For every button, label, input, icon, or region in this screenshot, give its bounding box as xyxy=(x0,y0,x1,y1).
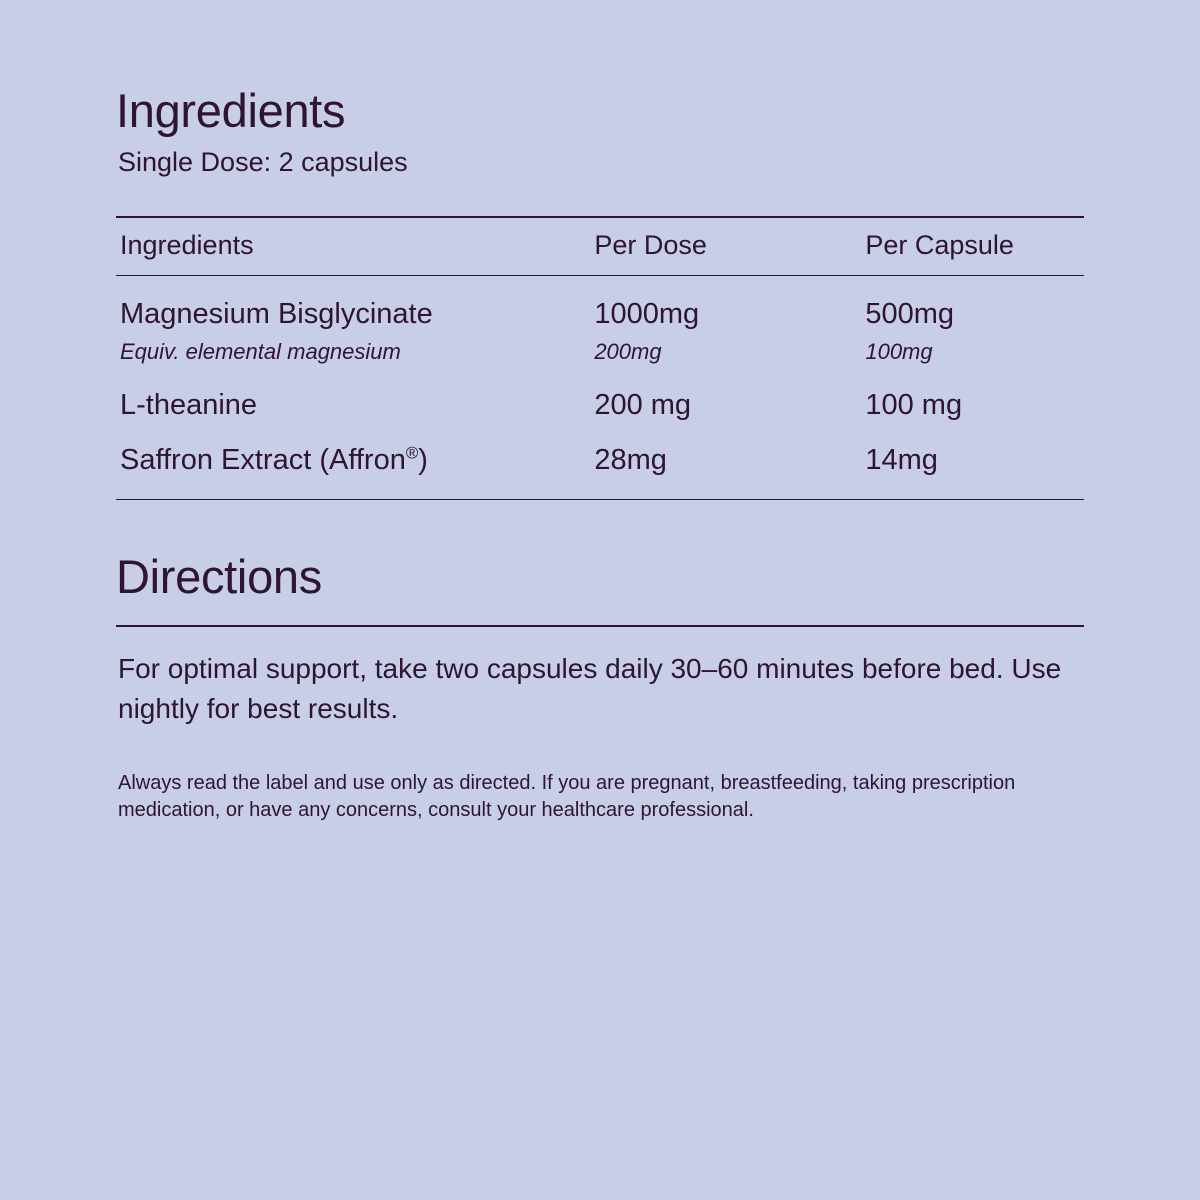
ingredient-per-dose: 28mg xyxy=(594,443,667,476)
ingredients-bottom-rule xyxy=(116,499,1084,500)
directions-section xyxy=(116,549,1084,825)
table-row xyxy=(116,375,1084,430)
ingredient-per-dose: 1000mg xyxy=(594,297,700,330)
ingredient-name: Magnesium Bisglycinate xyxy=(120,297,433,330)
table-row xyxy=(116,430,1084,499)
directions-body: For optimal support, take two capsules daily 30–60 minutes before bed. Use nightly for best results. xyxy=(118,652,1062,725)
ingredients-title: Ingredients xyxy=(116,84,346,137)
ingredient-per-capsule: 14mg xyxy=(865,443,938,476)
ingredients-subtitle: Single Dose: 2 capsules xyxy=(118,146,408,177)
ingredient-sub-name: Equiv. elemental magnesium xyxy=(120,338,401,364)
ingredients-table xyxy=(116,218,1084,499)
table-row-sub xyxy=(116,339,1084,375)
ingredient-name-prefix: Saffron Extract (Affron xyxy=(120,443,406,476)
table-header-row xyxy=(116,218,1084,276)
directions-title: Directions xyxy=(116,549,322,603)
table-row xyxy=(116,275,1084,339)
ingredient-per-capsule: 100 mg xyxy=(865,388,963,421)
ingredient-sub-per-dose: 200mg xyxy=(594,338,662,364)
ingredient-name: L-theanine xyxy=(120,388,258,421)
column-header-per-capsule: Per Capsule xyxy=(861,218,1084,276)
ingredient-name xyxy=(116,430,590,499)
ingredients-section xyxy=(116,86,1084,500)
column-header-per-dose: Per Dose xyxy=(590,218,861,276)
directions-disclaimer: Always read the label and use only as directed. If you are pregnant, breastfeeding, taking prescription medication, or have any concerns, consult your healthcare professional. xyxy=(118,771,1016,822)
column-header-ingredients: Ingredients xyxy=(116,218,590,276)
registered-trademark-icon: ® xyxy=(405,443,419,463)
directions-rule xyxy=(116,625,1084,627)
ingredient-per-dose: 200 mg xyxy=(594,388,692,421)
ingredient-sub-per-capsule: 100mg xyxy=(865,338,933,364)
ingredient-name-suffix: ) xyxy=(418,443,428,476)
ingredient-per-capsule: 500mg xyxy=(865,297,955,330)
